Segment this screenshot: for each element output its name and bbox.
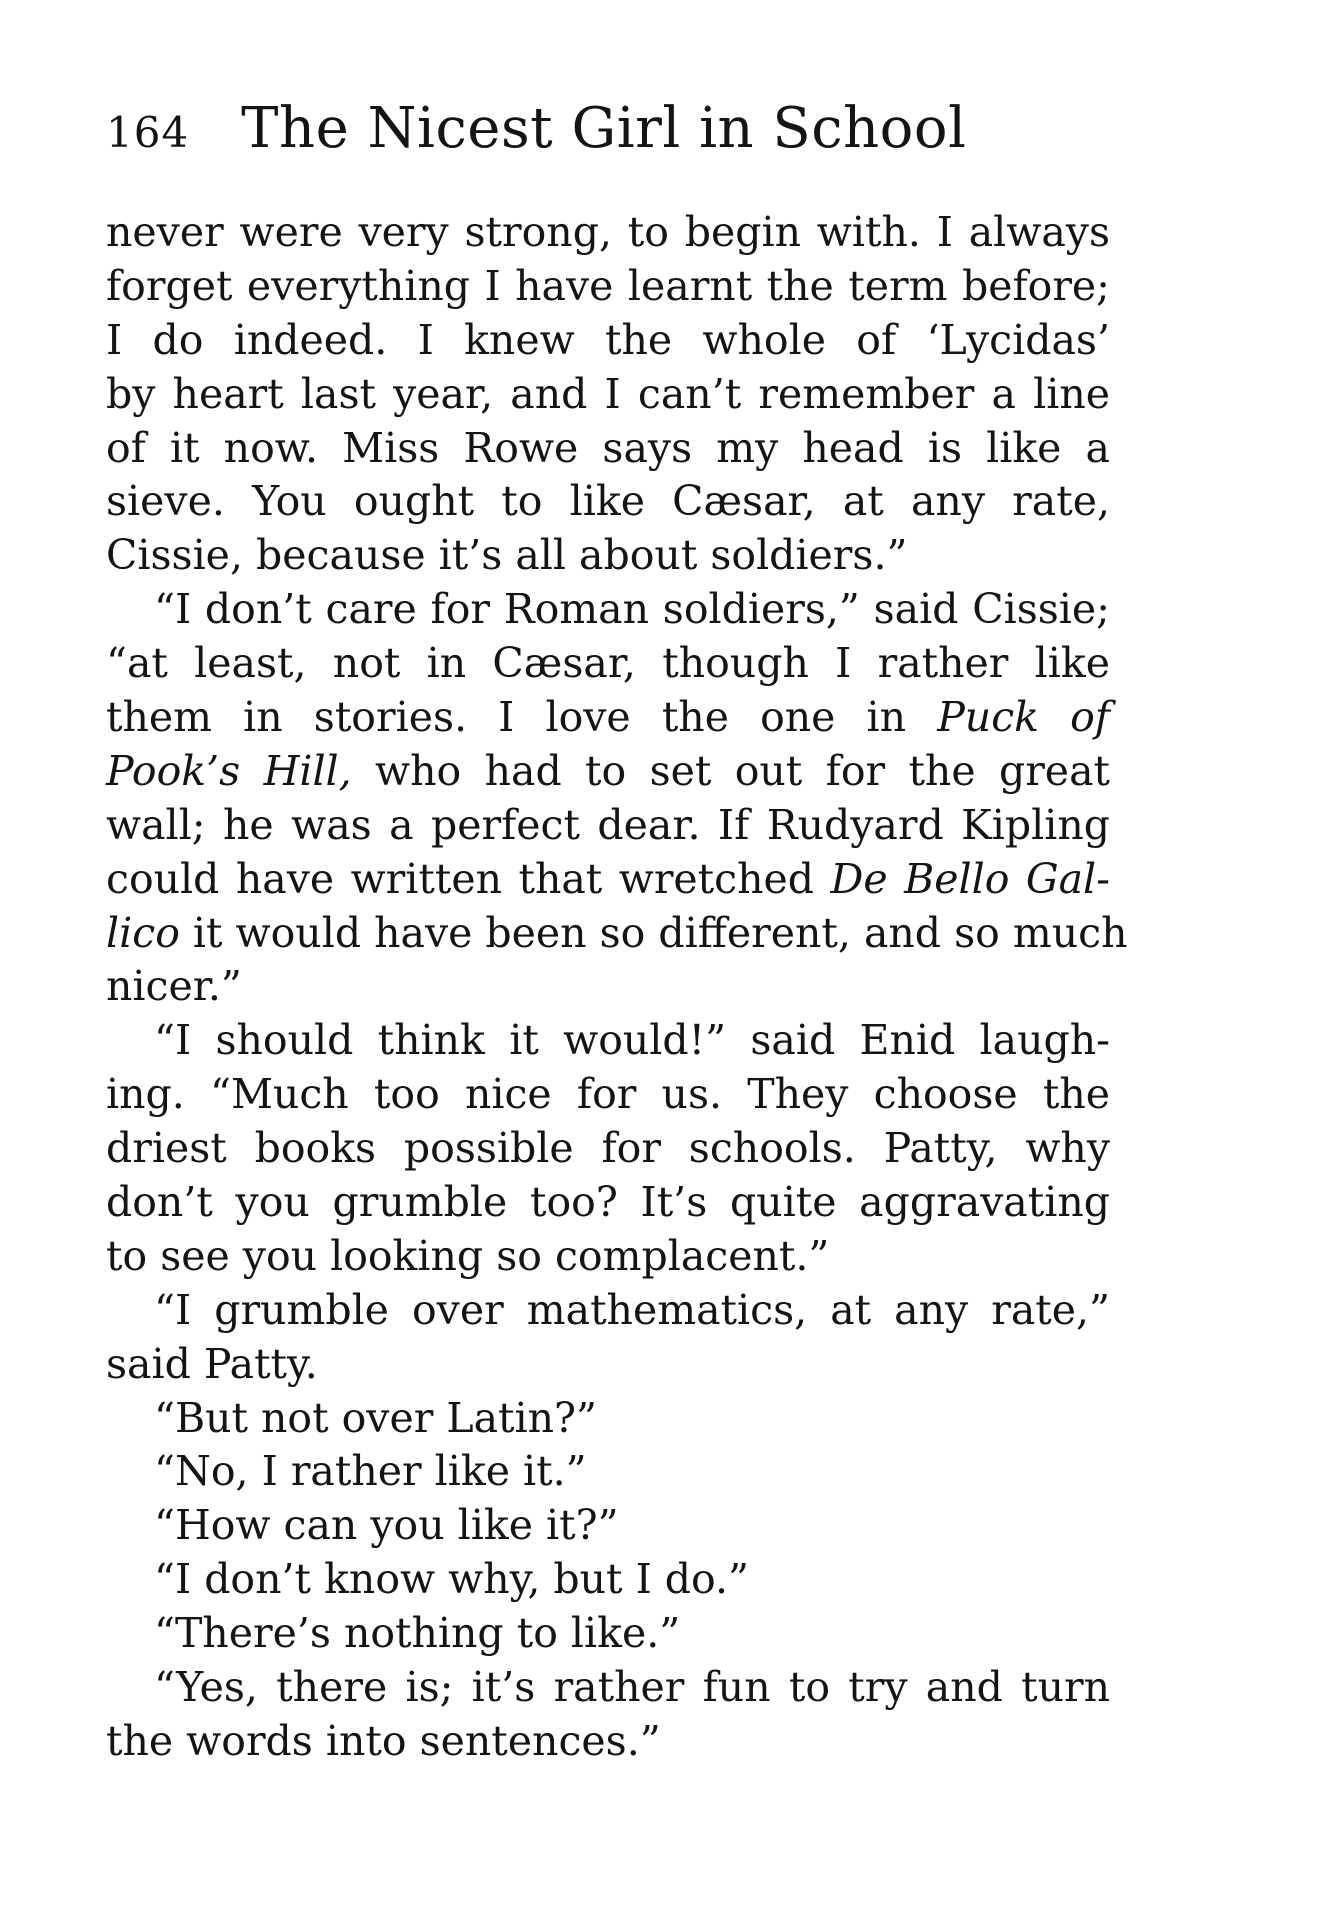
text-line — [106, 1013, 1110, 1067]
text-line — [106, 636, 1110, 690]
text-line — [106, 1606, 1110, 1660]
text-line — [106, 1552, 1110, 1606]
text-segment: nicer.” — [106, 962, 242, 1011]
text-line — [106, 1444, 1110, 1498]
text-segment: I do indeed. I knew the whole of ‘Lycidas’ — [106, 315, 1110, 364]
text-line — [106, 852, 1110, 906]
text-line — [106, 259, 1110, 313]
italic-text: De Bello Gal- — [830, 854, 1111, 903]
text-line — [106, 205, 1110, 259]
text-line — [106, 959, 1110, 1013]
text-segment: could have written that wretched — [106, 854, 831, 903]
text-segment: by heart last year, and I can’t remember a line — [106, 369, 1110, 418]
text-segment: “There’s nothing to like.” — [154, 1609, 681, 1658]
running-title: The Nicest Girl in School — [241, 96, 967, 161]
italic-text: lico — [106, 908, 180, 957]
text-segment: Cissie, because it’s all about soldiers.” — [106, 531, 908, 580]
text-line — [106, 744, 1110, 798]
text-segment: the words into sentences.” — [106, 1716, 661, 1765]
text-line — [106, 367, 1110, 421]
text-segment: “How can you like it?” — [154, 1501, 619, 1550]
text-line — [106, 906, 1128, 960]
text-segment: “But not over Latin?” — [154, 1393, 597, 1442]
text-segment: ing. “Much too nice for us. They choose the — [106, 1070, 1110, 1119]
text-line — [106, 474, 1110, 528]
text-line — [106, 1714, 1110, 1768]
text-line — [106, 1660, 1110, 1714]
text-segment: “No, I rather like it.” — [154, 1447, 587, 1496]
text-segment: “I don’t know why, but I do.” — [154, 1555, 750, 1604]
text-segment: forget everything I have learnt the term before; — [106, 261, 1110, 310]
text-segment: “I don’t care for Roman soldiers,” said Cissie; — [154, 585, 1110, 634]
text-segment: driest books possible for schools. Patty, why — [106, 1124, 1110, 1173]
text-segment: “I grumble over mathematics, at any rate,” — [154, 1285, 1110, 1334]
text-line — [106, 1337, 1110, 1391]
text-segment: to see you looking so complacent.” — [106, 1231, 830, 1280]
text-line — [106, 1175, 1110, 1229]
text-line — [106, 582, 1110, 636]
text-line — [106, 1067, 1110, 1121]
text-segment: wall; he was a perfect dear. If Rudyard Kipling — [106, 800, 1110, 849]
text-line — [106, 313, 1110, 367]
text-segment: of it now. Miss Rowe says my head is like a — [106, 423, 1110, 472]
text-segment: “I should think it would!” said Enid laugh- — [154, 1016, 1110, 1065]
text-line — [106, 421, 1110, 475]
text-segment: them in stories. I love the one in — [106, 693, 938, 742]
page-header — [106, 96, 1106, 176]
text-segment: “Yes, there is; it’s rather fun to try and turn — [154, 1663, 1110, 1712]
text-line — [106, 1391, 1110, 1445]
text-segment: said Patty. — [106, 1339, 318, 1388]
text-line — [106, 1121, 1110, 1175]
text-line — [106, 690, 1110, 744]
page-number: 164 — [106, 108, 190, 157]
body-text — [106, 205, 1128, 1768]
text-line — [106, 798, 1110, 852]
italic-text: Pook’s Hill, — [106, 746, 352, 795]
text-segment: it would have been so different, and so much — [179, 908, 1128, 957]
text-segment: don’t you grumble too? It’s quite aggravating — [106, 1178, 1110, 1227]
text-segment: never were very strong, to begin with. I always — [106, 208, 1110, 256]
italic-text: Puck of — [937, 693, 1110, 742]
text-segment: “at least, not in Cæsar, though I rather like — [106, 639, 1110, 688]
text-segment: sieve. You ought to like Cæsar, at any rate, — [106, 477, 1110, 526]
text-line — [106, 1498, 1110, 1552]
text-line — [106, 1229, 1110, 1283]
text-line — [106, 528, 1110, 582]
text-line — [106, 1283, 1110, 1337]
text-segment: who had to set out for the great — [351, 746, 1110, 795]
